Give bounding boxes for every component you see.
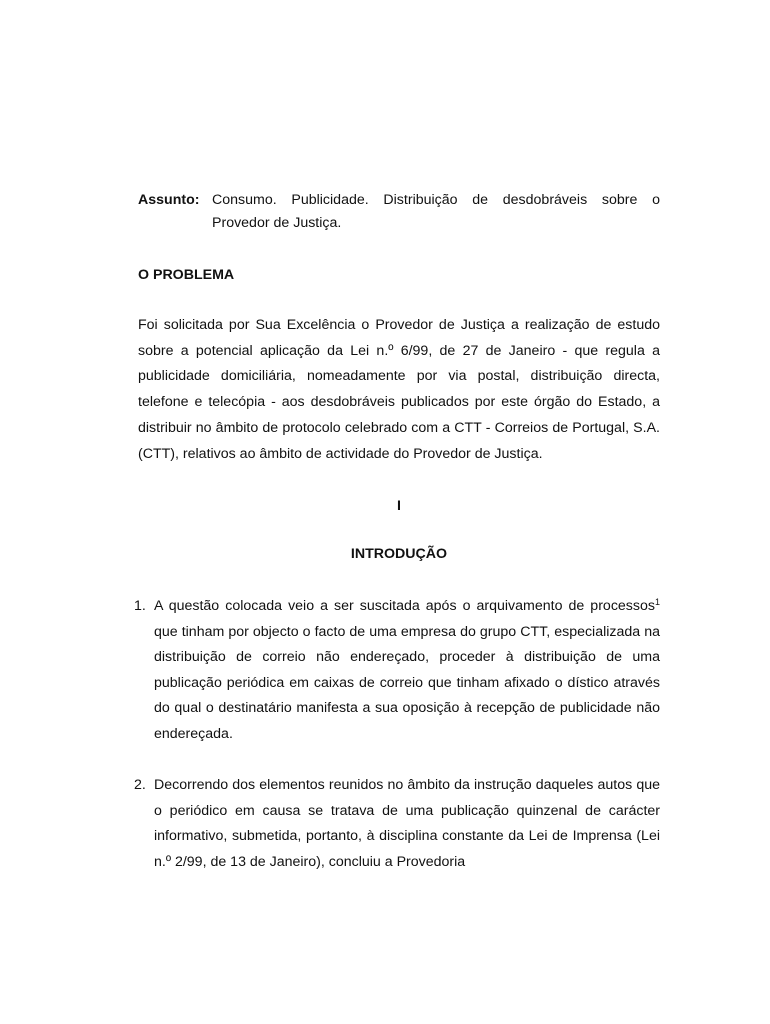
list-item <box>134 773 660 875</box>
problem-heading: O PROBLEMA <box>138 267 235 283</box>
list-item-text-part: que tinham por objecto o facto de uma empresa do grupo CTT, especializada na distribuição de correio não endereçado, proceder à distribuição de uma publicação periódica em caixas de correio que tinham afixado o dístico através do qual o destinatário manifesta a sua oposição à recepção de publicidade não endereçada. <box>154 623 660 742</box>
list-item-number: 1. <box>134 598 146 615</box>
document-body <box>134 189 660 875</box>
subject-label: Assunto: <box>138 192 200 208</box>
list-item <box>134 594 660 747</box>
subject-block <box>138 189 660 235</box>
subject-text <box>212 189 660 235</box>
problem-paragraph: Foi solicitada por Sua Excelência o Provedor de Justiça a realização de estudo sobre a potencial aplicação da Lei n.º 6/99, de 27 de Janeiro - que regula a publicidade domiciliária, nomeadamente por via postal, distribuição directa, telefone e telecópia - aos desdobráveis publicados por este órgão do Estado, a distribuir no âmbito de protocolo celebrado com a CTT - Correios de Portugal, S.A. (CTT), relativos ao âmbito de actividade do Provedor de Justiça. <box>138 317 660 462</box>
footnote-marker[interactable]: 1 <box>654 597 660 608</box>
subject-line-1: Consumo. Publicidade. Distribuição de desdobráveis sobre o <box>212 192 660 208</box>
list-item-text: Decorrendo dos elementos reunidos no âmbito da instrução daqueles autos que o periódico em causa se tratava de uma publicação quinzenal de carácter informativo, submetida, portanto, à disciplina constante da Lei de Imprensa (Lei n.º 2/99, de 13 de Janeiro), concluiu a Provedoria <box>154 777 660 870</box>
subject-line-2: Provedor de Justiça. <box>212 215 342 231</box>
list-item-number: 2. <box>134 777 146 794</box>
section-title: INTRODUÇÃO <box>350 546 448 563</box>
list-item-text-part: A questão colocada veio a ser suscitada após o arquivamento de processos <box>154 598 655 615</box>
section-number: I <box>397 498 401 515</box>
list-item-text <box>154 594 660 747</box>
